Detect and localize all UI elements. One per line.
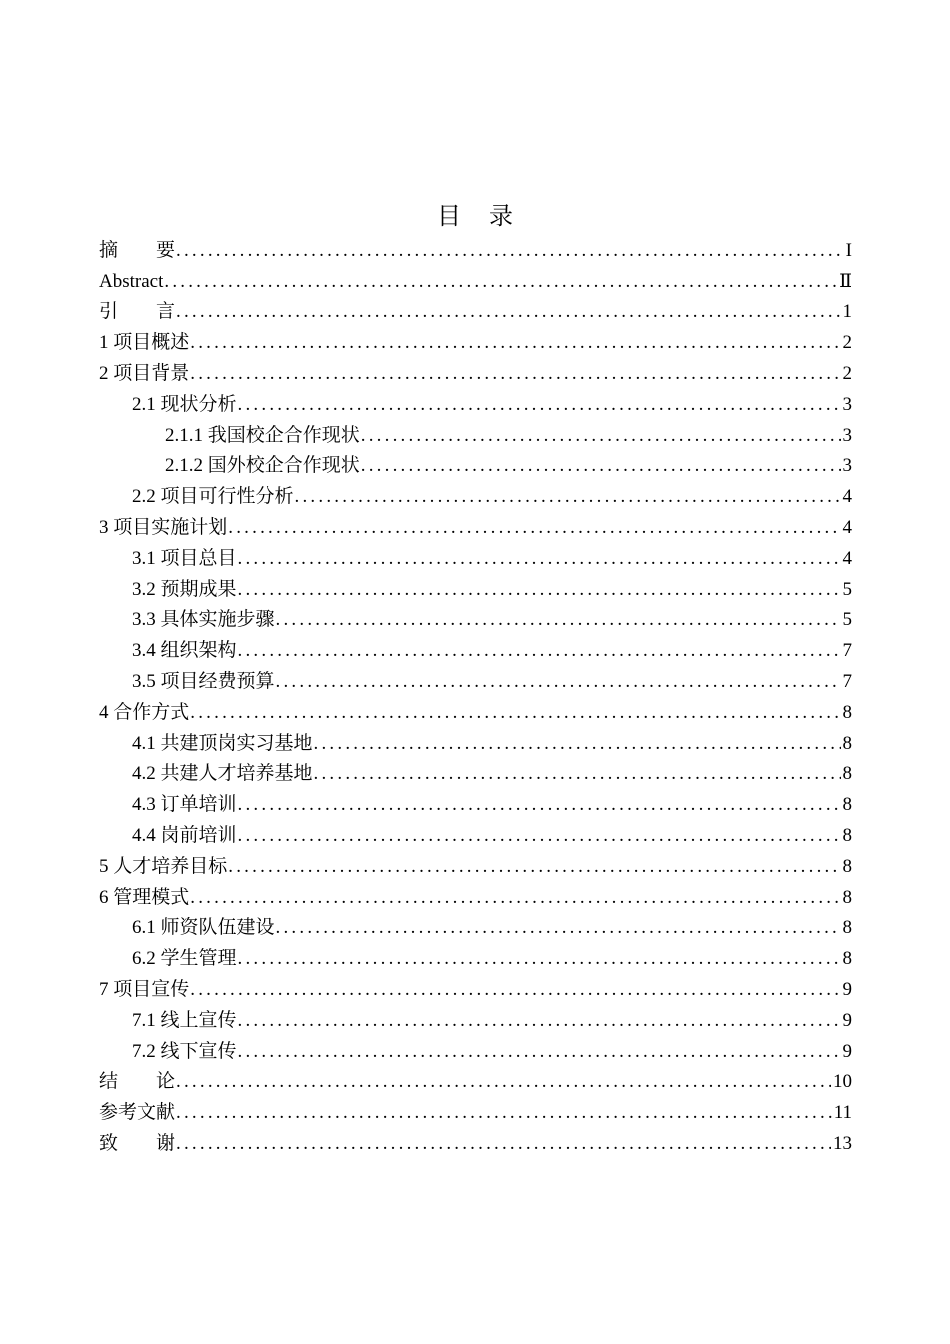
toc-entry[interactable] xyxy=(99,1064,852,1095)
toc-title xyxy=(0,200,950,234)
toc-dot-leader xyxy=(190,978,840,1002)
toc-entry-page-number: 3 xyxy=(842,393,852,415)
toc-dot-leader xyxy=(238,793,841,817)
toc-entry-label: 3.4 组织架构 xyxy=(132,640,237,662)
toc-dot-leader xyxy=(314,732,841,756)
toc-entry[interactable] xyxy=(99,1002,852,1033)
toc-entry-label: 摘 要 xyxy=(99,239,176,261)
toc-entry-page-number: 8 xyxy=(842,855,852,877)
toc-entry-page-number: 8 xyxy=(842,732,852,754)
toc-entry-label: 6.2 学生管理 xyxy=(132,948,237,970)
toc-entry-label: 结 论 xyxy=(99,1071,176,1093)
toc-entry-label: 6.1 师资队伍建设 xyxy=(132,917,275,939)
toc-entry-page-number: 10 xyxy=(833,1071,852,1093)
toc-entry-label: 7 项目宣传 xyxy=(99,978,190,1000)
toc-entry-label: 6 管理模式 xyxy=(99,886,190,908)
toc-entry[interactable] xyxy=(99,294,852,325)
toc-entry-page-number: 13 xyxy=(833,1132,852,1154)
toc-dot-leader xyxy=(361,424,841,448)
toc-entry[interactable] xyxy=(99,232,852,263)
toc-entry-page-number: 5 xyxy=(842,609,852,631)
toc-entry-label: 3.3 具体实施步骤 xyxy=(132,609,275,631)
toc-entry[interactable] xyxy=(99,448,852,479)
toc-dot-leader xyxy=(190,701,840,725)
toc-dot-leader xyxy=(238,393,841,417)
toc-entry[interactable] xyxy=(99,632,852,663)
toc-entry-label: 4.3 订单培训 xyxy=(132,794,237,816)
toc-entry-page-number: 8 xyxy=(842,886,852,908)
toc-entry[interactable] xyxy=(99,848,852,879)
toc-entry-label: 致 谢 xyxy=(99,1132,176,1154)
toc-dot-leader xyxy=(228,516,840,540)
toc-entry[interactable] xyxy=(99,509,852,540)
toc-entry-page-number: 3 xyxy=(842,455,852,477)
toc-entry-page-number: 8 xyxy=(842,763,852,785)
toc-entry-page-number: 3 xyxy=(842,424,852,446)
toc-dot-leader xyxy=(276,608,841,632)
toc-entry[interactable] xyxy=(99,663,852,694)
toc-dot-leader xyxy=(238,1009,841,1033)
toc-entry-label: 4.4 岗前培训 xyxy=(132,824,237,846)
toc-dot-leader xyxy=(238,639,841,663)
toc-entry[interactable] xyxy=(99,817,852,848)
toc-entry[interactable] xyxy=(99,756,852,787)
toc-entry-label: 2.2 项目可行性分析 xyxy=(132,486,294,508)
toc-dot-leader xyxy=(276,916,841,940)
toc-entry[interactable] xyxy=(99,1125,852,1156)
toc-entry-label: 7.1 线上宣传 xyxy=(132,1009,237,1031)
toc-entry-label: 4.2 共建人才培养基地 xyxy=(132,763,313,785)
toc-entry[interactable] xyxy=(99,417,852,448)
table-of-contents xyxy=(99,232,852,1156)
toc-dot-leader xyxy=(190,362,840,386)
toc-entry-page-number: I xyxy=(845,239,852,261)
toc-entry[interactable] xyxy=(99,386,852,417)
toc-entry[interactable] xyxy=(99,478,852,509)
toc-dot-leader xyxy=(176,1101,832,1125)
toc-entry-label: 引 言 xyxy=(99,301,176,323)
toc-entry-label: 3 项目实施计划 xyxy=(99,516,228,538)
toc-entry-label: Abstract xyxy=(99,270,164,292)
toc-entry-label: 3.1 项目总目 xyxy=(132,547,237,569)
toc-dot-leader xyxy=(164,270,837,294)
toc-entry-label: 2.1.2 国外校企合作现状 xyxy=(165,455,360,477)
toc-dot-leader xyxy=(238,947,841,971)
toc-dot-leader xyxy=(176,239,844,263)
toc-entry[interactable] xyxy=(99,602,852,633)
toc-entry[interactable] xyxy=(99,910,852,941)
toc-entry-label: 4 合作方式 xyxy=(99,701,190,723)
toc-entry-label: 5 人才培养目标 xyxy=(99,855,228,877)
toc-entry[interactable] xyxy=(99,879,852,910)
toc-entry[interactable] xyxy=(99,263,852,294)
toc-dot-leader xyxy=(361,454,841,478)
toc-entry[interactable] xyxy=(99,1033,852,1064)
toc-dot-leader xyxy=(238,547,841,571)
toc-entry-label: 4.1 共建顶岗实习基地 xyxy=(132,732,313,754)
toc-entry[interactable] xyxy=(99,786,852,817)
toc-entry-page-number: 4 xyxy=(842,547,852,569)
toc-entry[interactable] xyxy=(99,694,852,725)
toc-entry-page-number: 1 xyxy=(842,301,852,323)
toc-entry-page-number: 4 xyxy=(842,486,852,508)
toc-dot-leader xyxy=(176,1070,831,1094)
toc-entry-page-number: 7 xyxy=(842,670,852,692)
toc-dot-leader xyxy=(176,300,840,324)
toc-dot-leader xyxy=(295,485,841,509)
toc-entry-page-number: 8 xyxy=(842,701,852,723)
toc-entry[interactable] xyxy=(99,1094,852,1125)
toc-entry-label: 2 项目背景 xyxy=(99,362,190,384)
toc-dot-leader xyxy=(238,1040,841,1064)
toc-entry-page-number: 9 xyxy=(842,1040,852,1062)
toc-entry-label: 2.1.1 我国校企合作现状 xyxy=(165,424,360,446)
toc-entry-page-number: 8 xyxy=(842,824,852,846)
toc-title-char: 录 xyxy=(489,204,513,230)
toc-entry[interactable] xyxy=(99,540,852,571)
toc-entry-page-number: 8 xyxy=(842,794,852,816)
toc-entry-page-number: 2 xyxy=(842,362,852,384)
toc-entry-label: 3.5 项目经费预算 xyxy=(132,670,275,692)
toc-entry-page-number: 4 xyxy=(842,516,852,538)
toc-entry[interactable] xyxy=(99,725,852,756)
toc-entry-page-number: 5 xyxy=(842,578,852,600)
toc-dot-leader xyxy=(190,886,840,910)
toc-entry-page-number: 8 xyxy=(842,948,852,970)
toc-dot-leader xyxy=(228,855,840,879)
toc-entry-label: 参考文献 xyxy=(99,1102,176,1124)
toc-entry-label: 7.2 线下宣传 xyxy=(132,1040,237,1062)
toc-entry-page-number: 8 xyxy=(842,917,852,939)
toc-dot-leader xyxy=(276,670,841,694)
toc-entry[interactable] xyxy=(99,971,852,1002)
toc-dot-leader xyxy=(238,578,841,602)
toc-entry-page-number: 7 xyxy=(842,640,852,662)
toc-entry-page-number: 11 xyxy=(833,1102,852,1124)
toc-entry-page-number: 9 xyxy=(842,978,852,1000)
toc-entry[interactable] xyxy=(99,571,852,602)
toc-dot-leader xyxy=(238,824,841,848)
toc-entry-page-number: 9 xyxy=(842,1009,852,1031)
toc-entry-page-number: Ⅱ xyxy=(839,270,852,292)
toc-dot-leader xyxy=(176,1132,831,1156)
toc-entry[interactable] xyxy=(99,940,852,971)
toc-entry[interactable] xyxy=(99,324,852,355)
toc-entry-label: 2.1 现状分析 xyxy=(132,393,237,415)
toc-entry-label: 1 项目概述 xyxy=(99,332,190,354)
toc-entry[interactable] xyxy=(99,355,852,386)
toc-dot-leader xyxy=(190,331,840,355)
toc-entry-page-number: 2 xyxy=(842,332,852,354)
toc-entry-label: 3.2 预期成果 xyxy=(132,578,237,600)
toc-title-char: 目 xyxy=(437,204,461,230)
toc-dot-leader xyxy=(314,762,841,786)
